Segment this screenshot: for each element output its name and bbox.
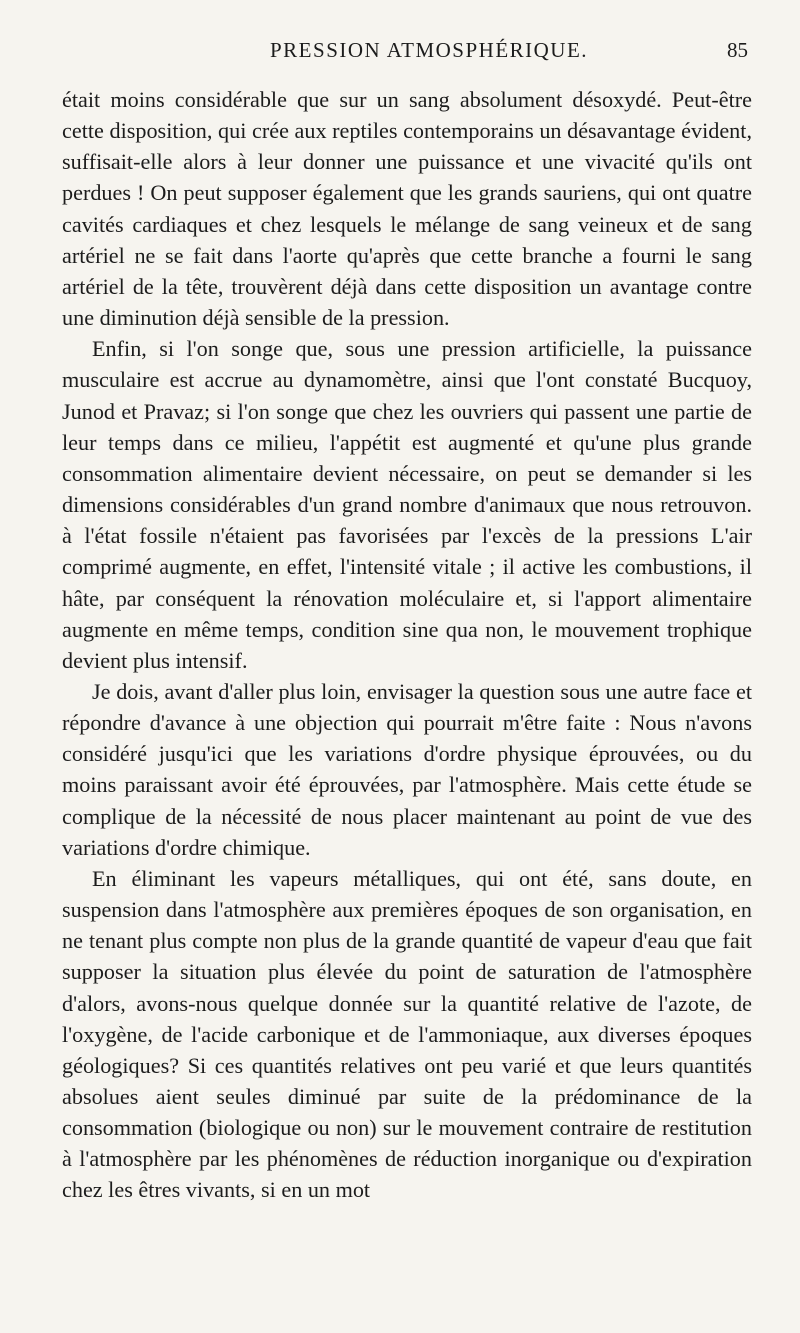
- running-title: PRESSION ATMOSPHÉRIQUE.: [270, 38, 589, 62]
- page-number: 85: [727, 38, 748, 62]
- paragraph-1: était moins considérable que sur un sang absolument désoxydé. Peut-être cette disposition, qui crée aux reptiles contemporains un désavantage évident, suffisait-elle alors à leur donner une puissance et une vivacité qu'ils ont perdues ! On peut supposer également que les grands sauriens, qui ont quatre cavités cardiaques et chez lesquels le mélange de sang veineux et de sang artériel ne se fait dans l'aorte qu'après que cette branche a fourni le sang artériel de la tête, trouvèrent déjà dans cette disposition un avantage contre une diminution déjà sensible de la pression.: [62, 87, 752, 331]
- paragraph-2: Enfin, si l'on songe que, sous une pression artificielle, la puissance musculaire est accrue au dynamomètre, ainsi que l'ont constaté Bucquoy, Junod et Pravaz; si l'on songe que chez les ouvriers qui passent une partie de leur temps dans ce milieu, l'appétit est augmenté et qu'une plus grande consommation alimentaire devient nécessaire, on peut se demander si les dimensions considérables d'un grand nombre d'animaux que nous retrouvon. à l'état fossile n'étaient pas favorisées par l'excès de la pressions L'air comprimé augmente, en effet, l'intensité vitale ; il active les combustions, il hâte, par conséquent la rénovation moléculaire et, si l'apport alimentaire augmente en même temps, condition sine qua non, le mouvement trophique devient plus intensif.: [62, 336, 752, 673]
- paragraph-3: Je dois, avant d'aller plus loin, envisager la question sous une autre face et répondre d'avance à une objection qui pourrait m'être faite : Nous n'avons considéré jusqu'ici que les variations d'ordre physique éprouvées, ou du moins paraissant avoir été éprouvées, par l'atmosphère. Mais cette étude se complique de la nécessité de nous placer maintenant au point de vue des variations d'ordre chimique.: [62, 678, 752, 860]
- body-text: [62, 84, 752, 1206]
- paragraph-4: En éliminant les vapeurs métalliques, qui ont été, sans doute, en suspension dans l'atmosphère aux premières époques de son organisation, en ne tenant plus compte non plus de la grande quantité de vapeur d'eau que fait supposer la situation plus élevée du point de saturation de l'atmosphère d'alors, avons-nous quelque donnée sur la quantité relative de l'azote, de l'oxygène, de l'acide carbonique et de l'ammoniaque, aux diverses époques géologiques? Si ces quantités relatives ont peu varié et que leurs quantités absolues aient seules diminué par suite de la prédominance de la consommation (biologique ou non) sur le mouvement contraire de restitution à l'atmosphère par les phénomènes de réduction inorganique ou d'expiration chez les êtres vivants, si en un mot: [62, 865, 752, 1203]
- page-header: [62, 38, 752, 66]
